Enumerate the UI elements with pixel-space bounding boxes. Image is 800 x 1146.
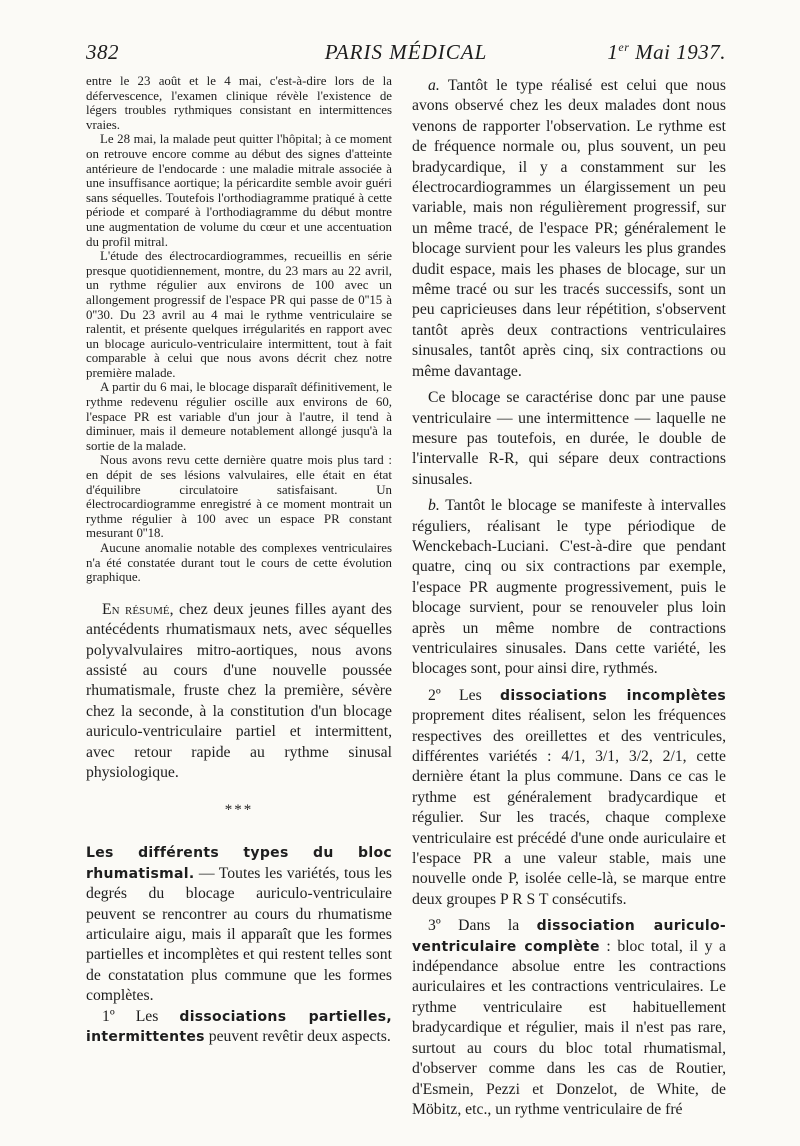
item-3-number: 3º Dans la <box>428 917 537 935</box>
blocage-paragraph: Ce blocage se caractérise donc par une pause ventriculaire — une intermittence — laquelle ne mesure pas toutefois, en durée, le double de l'intervalle R-R, qui sépare deux contractions sinusales. <box>412 389 726 488</box>
paragraph: entre le 23 août et le 4 mai, c'est-à-dire lors de la défervescence, l'examen clinique révèle l'existence de légers troubles rythmiques consistant en intermittences vraies. <box>86 74 392 132</box>
item-1-number: 1º Les <box>102 1007 180 1025</box>
paragraph: Aucune anomalie notable des complexes ventriculaires n'a été constatée durant tout le cours de cette évolution graphique. <box>86 541 392 585</box>
summary-lead: En résumé <box>102 600 170 618</box>
section-heading: Les différents types du bloc rhumatismal. <box>86 845 392 882</box>
issue-date <box>607 40 726 65</box>
item-3-text: : bloc total, il y a indépendance absolue entre les contractions auriculaires et les contractions ventriculaires. Le rythme ventriculaire est habituellement bradycardique et régulier, mais il n'est pas rare, surtout au cours du bloc total rhumatismal, d'observer comme dans les cas de Routier, d'Esmein, Pezzi et Donzelot, de White, de Möbitz, etc., un rythme ventriculaire de fré <box>412 937 726 1118</box>
paragraph: L'étude des électrocardiogrammes, recueillis en série presque quotidiennement, montre, du 23 mars au 22 avril, un rythme régulier aux environs de 100 avec un allongement progressif de l'espace PR qui passe de 0''15 à 0''30. Du 23 avril au 4 mai le rythme ventriculaire se ralentit, et présente quelques irrégularités en rapport avec un blocage auriculo-ventriculaire intermittent, tout à fait comparable à celui que nous avons décrit chez notre première malade. <box>86 249 392 380</box>
item-3-paragraph <box>412 916 726 1120</box>
asterism: *** <box>224 802 254 819</box>
paragraph-a-lead: a. <box>428 77 440 94</box>
right-column <box>412 76 726 1120</box>
paragraph: Le 28 mai, la malade peut quitter l'hôpital; à ce moment on retrouve encore comme au début des signes d'atteinte antérieure de l'endocarde : une maladie mitrale associée à une insuffisance aortique; la péricardite semble avoir guéri sans séquelles. Toutefois l'orthodiagramme pratiqué à cette période et comparé à l'orthodiagramme du début montre une augmentation de volume du cœur et une accentuation du profil mitral. <box>86 132 392 249</box>
running-title: PARIS MÉDICAL <box>324 40 488 64</box>
item-1-text: peuvent revêtir deux aspects. <box>204 1028 391 1046</box>
date-day: 1 <box>607 40 619 64</box>
date-superscript: er <box>618 40 630 54</box>
date-rest: Mai 1937. <box>629 40 726 64</box>
paragraph: Nous avons revu cette dernière quatre mois plus tard : en dépit de ses lésions valvulaires, elle était en état d'équilibre circulatoire satisfaisant. Un électrocardiogramme enregistré à ce moment montrait un rythme régulier à 100 avec un espace PR constant mesurant 0''18. <box>86 453 392 541</box>
item-1-heading: dissociations partielles, intermittentes <box>86 1008 392 1046</box>
paragraph-b <box>412 496 726 680</box>
paragraph: A partir du 6 mai, le blocage disparaît définitivement, le rythme redevenu régulier oscille aux environs de 60, l'espace PR est variable d'un jour à l'autre, il tend à diminuer, mais il demeure notablement allongé jusqu'à la sortie de la malade. <box>86 380 392 453</box>
summary-paragraph <box>86 600 392 784</box>
paragraph-b-text: Tantôt le blocage se manifeste à intervalles réguliers, réalisant le type périodique de Wenckebach-Luciani. C'est-à-dire que pendant quatre, cinq ou six contractions par exemple, l'espace PR augmente progressivement, puis le blocage survient, pour se renouveler plus loin après un même nombre de contractions ventriculaires sinusales. Dans cette variété, les blocages sont, pour ainsi dire, rythmés. <box>412 497 726 678</box>
paragraph-a-text: Tantôt le type réalisé est celui que nous avons observé chez les deux malades dont nous venons de rapporter l'observation. Le rythme est de fréquence normale ou, plus souvent, un peu bradycardique, il y a constamment sur les électrocardiogrammes un élargissement un peu variable, mais non régulièrement progressif, sur un même tracé, de l'espace PR; généralement le blocage survient pour les valeurs les plus grandes dudit espace, mais les phases de blocage, sur un même tracé ou sur les tracés successifs, sont un peu capricieuses dans leur répétition, s'observent tantôt après deux contractions ventriculaires sinusales, tantôt après cinq, six contractions ou même davantage. <box>412 77 726 380</box>
item-2-text: proprement dites réalisent, selon les fréquences respectives des oreillettes et des ventricules, différentes variétés : 4/1, 3/1, 3/2, 2/1, cette dernière étant la plus commune. Dans ce cas le rythme est généralement bradycardique et régulier. Sur les tracés, chaque complexe ventriculaire est précédé d'une onde auriculaire et l'espace PR a une valeur stable, mais une nouvelle onde P, isolée celle-là, se marque entre deux groupes P R S T consécutifs. <box>412 707 726 908</box>
item-2-heading: dissociations incomplètes <box>500 687 727 704</box>
item-1-paragraph <box>86 1007 392 1048</box>
left-column <box>86 74 392 1048</box>
item-2-number: 2º Les <box>428 686 501 704</box>
section-text: — Toutes les variétés, tous les degrés du blocage auriculo-ventriculaire peuvent se rencontrer au cours du rhumatisme articulaire aigu, mais il apparaît que les formes partielles et incomplètes et qui restent telles sont de constatation plus commune que les formes complètes. <box>86 864 392 1005</box>
page-number: 382 <box>86 40 119 64</box>
main-text-left <box>86 600 392 1048</box>
paragraph-b-lead: b. <box>428 497 440 515</box>
item-2-paragraph <box>412 686 726 910</box>
page-header <box>86 40 726 70</box>
summary-text: , chez deux jeunes filles ayant des antécédents rhumatismaux nets, avec séquelles polyvalvulaires mitro-aortiques, nous avons assisté au cours d'une nouvelle poussée rhumatismale, fruste chez la première, sévère chez la seconde, à la constitution d'un blocage auriculo-ventriculaire partiel et intermittent, avec retour rapide au rythme sinusal physiologique. <box>86 600 392 782</box>
paragraph-a <box>412 76 726 382</box>
section-paragraph <box>86 843 392 1006</box>
item-3-heading: dissociation auriculo-ventriculaire complète <box>412 918 727 955</box>
case-report-small-text <box>86 74 392 585</box>
